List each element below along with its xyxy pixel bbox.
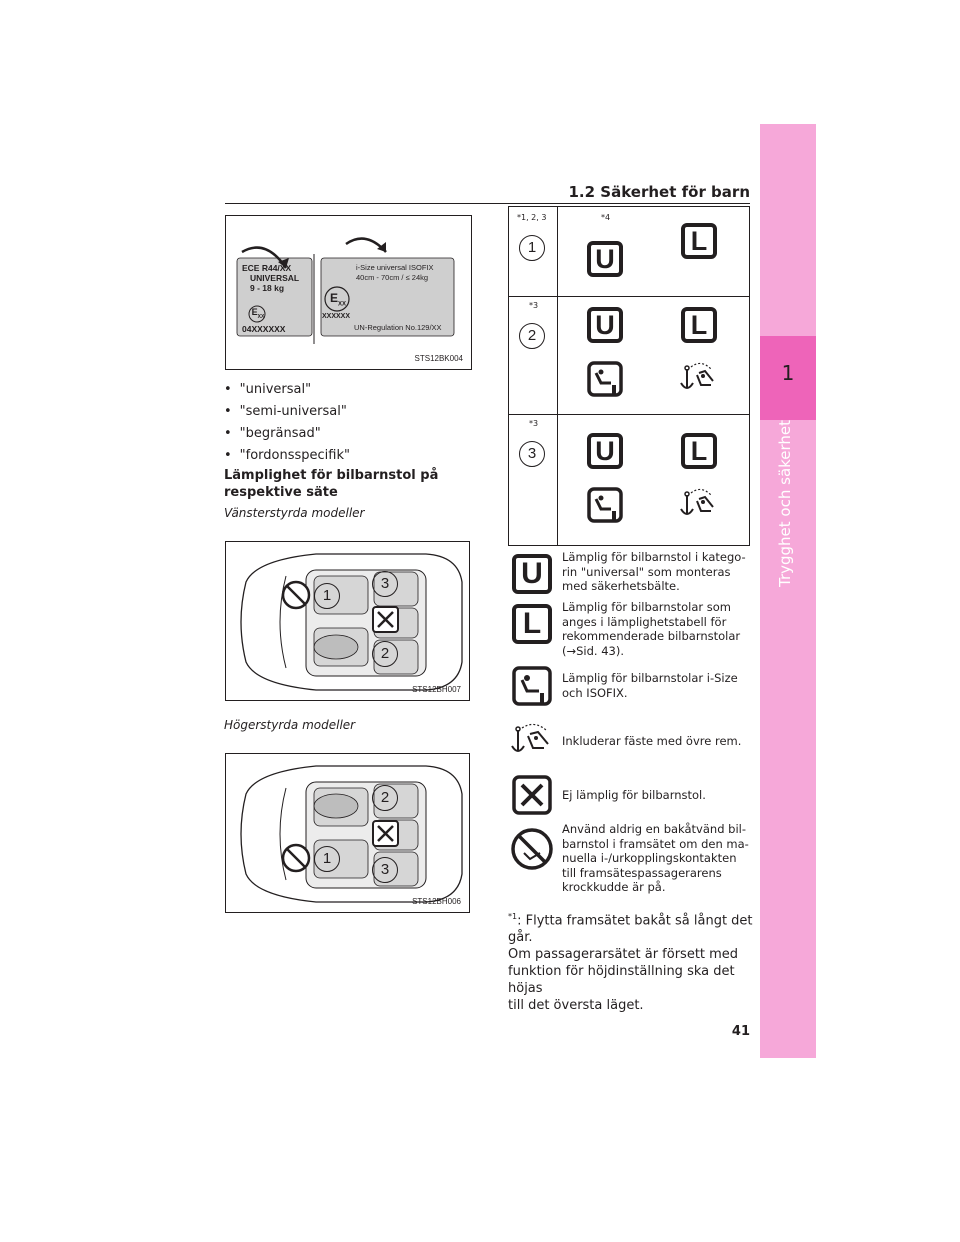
- seat-number-3: 3: [372, 857, 398, 883]
- grid-row-seat-2: [509, 297, 749, 415]
- legend-universal-text: [562, 550, 752, 594]
- seat-number-2: 2: [372, 641, 398, 667]
- legend-line: Inkluderar fäste med övre rem.: [562, 734, 742, 748]
- legend-line: barnstol i framsätet om den ma-: [562, 836, 749, 851]
- legend-line: nuella i-/urkopplingskontakten: [562, 851, 737, 865]
- left-label-line3: 9 - 18 kg: [250, 283, 285, 293]
- right-label-line2: 40cm - 70cm / ≤ 24kg: [356, 272, 429, 282]
- anchor-icon: [510, 722, 554, 760]
- footnote-marker: *1: [508, 912, 518, 921]
- legend-line: krockkudde är på.: [562, 880, 666, 894]
- legend-line: rin "universal" som monteras: [562, 564, 731, 579]
- lhd-car-drawing: [226, 542, 468, 699]
- left-e-mark-sub: XX: [257, 313, 265, 320]
- left-label-line1: ECE R44/XX: [242, 263, 292, 273]
- suitability-heading: [224, 467, 484, 501]
- bullet-item: • "universal": [224, 382, 311, 397]
- grid-row-seat-1: [509, 207, 749, 297]
- right-e-mark-sub: XX: [338, 301, 347, 308]
- chapter-title-text: Trygghet och säkerhet: [776, 420, 794, 588]
- limited-symbol: L: [681, 307, 717, 343]
- legend-x-text: [562, 788, 752, 803]
- grid-row-seat-3: [509, 415, 749, 545]
- header-divider: [225, 203, 750, 204]
- left-e-mark-letter: E: [251, 307, 258, 317]
- rhd-caption: Högerstyrda modeller: [224, 718, 356, 732]
- rhd-car-drawing: [226, 754, 468, 911]
- legend-line: Lämplig för bilbarnstolar som: [562, 600, 732, 614]
- lhd-seat-diagram: [225, 541, 470, 701]
- legend-anchor-text: [562, 734, 752, 749]
- right-approval-number: XXXXXX: [322, 313, 351, 320]
- no-rear-facing-icon: [510, 827, 554, 871]
- isize-icon: [587, 487, 623, 523]
- right-e-mark-letter: E: [329, 291, 338, 305]
- row-note: *3: [529, 419, 539, 428]
- footnote-line: : Flytta framsätet bakåt så långt det går.: [508, 913, 753, 946]
- left-e-mark: [250, 307, 266, 320]
- figure-code: STS12BH007: [412, 685, 461, 694]
- bullet-item: • "begränsad": [224, 426, 321, 441]
- legend-limited-symbol: L: [512, 604, 552, 644]
- legend-line: anges i lämplighetstabell för: [562, 614, 727, 629]
- lhd-caption: Vänsterstyrda modeller: [224, 506, 365, 520]
- right-label-text: [356, 263, 456, 282]
- page-number: 41: [731, 1024, 750, 1039]
- legend-line: till framsätespassagerarens: [562, 865, 722, 880]
- chapter-title: [774, 420, 802, 720]
- left-label-text: [242, 263, 312, 293]
- footnote: [508, 908, 758, 1014]
- figure-code: STS12BH006: [412, 897, 461, 906]
- limited-symbol: L: [681, 433, 717, 469]
- legend-line: Ej lämplig för bilbarnstol.: [562, 788, 706, 802]
- seat-number-3: 3: [372, 571, 398, 597]
- x-icon: [512, 775, 552, 815]
- chapter-number: 1: [760, 336, 816, 420]
- rhd-seat-diagram: [225, 753, 470, 913]
- left-approval-number: 04XXXXXX: [242, 324, 286, 334]
- footnote-line: funktion för höjdinställning ska det höjas: [508, 964, 735, 997]
- row-note: *1, 2, 3: [517, 213, 547, 222]
- right-e-mark: [327, 291, 349, 307]
- legend-isize-text: [562, 671, 752, 700]
- isize-icon: [512, 666, 552, 706]
- grid-seat-number: 2: [519, 323, 545, 349]
- grid-seat-number: 1: [519, 235, 545, 261]
- seat-number-2: 2: [372, 785, 398, 811]
- legend-line: Lämplig för bilbarnstol i katego-: [562, 550, 746, 564]
- legend-limited-text: [562, 600, 752, 658]
- legend-line: och ISOFIX.: [562, 685, 628, 700]
- legend-line: (→Sid. 43).: [562, 643, 625, 658]
- legend-line: Använd aldrig en bakåtvänd bil-: [562, 822, 746, 836]
- footnote-line: till det översta läget.: [508, 998, 644, 1014]
- isize-icon: [587, 361, 623, 397]
- right-label-line1: i-Size universal ISOFIX: [356, 263, 434, 272]
- legend-no-rear-facing-text: [562, 822, 752, 895]
- seat-number-1: 1: [314, 846, 340, 872]
- row-note: *4: [601, 213, 611, 222]
- bullet-item: • "semi-universal": [224, 404, 347, 419]
- seat-suitability-grid: [508, 206, 750, 546]
- left-label-line2: UNIVERSAL: [250, 273, 300, 283]
- heading-line2: respektive säte: [224, 485, 338, 500]
- row-note: *3: [529, 301, 539, 310]
- universal-symbol: U: [587, 307, 623, 343]
- figure-code: STS12BK004: [414, 354, 463, 363]
- legend-line: rekommenderade bilbarnstolar: [562, 629, 741, 643]
- legend-line: Lämplig för bilbarnstolar i-Size: [562, 671, 738, 685]
- heading-line1: Lämplighet för bilbarnstol på: [224, 468, 439, 483]
- footnote-line: Om passagerarsätet är försett med: [508, 947, 739, 963]
- bullet-item: • "fordonsspecifik": [224, 448, 350, 463]
- universal-symbol: U: [587, 241, 623, 277]
- legend-universal-symbol: U: [512, 554, 552, 594]
- legend-line: med säkerhetsbälte.: [562, 579, 680, 593]
- anchor-icon: [679, 487, 719, 523]
- limited-symbol: L: [681, 223, 717, 259]
- grid-seat-number: 3: [519, 441, 545, 467]
- seat-number-1: 1: [314, 583, 340, 609]
- anchor-icon: [679, 361, 719, 397]
- universal-symbol: U: [587, 433, 623, 469]
- section-header: 1.2 Säkerhet för barn: [568, 183, 750, 201]
- approval-label-figure: [225, 215, 472, 370]
- right-regulation: UN-Regulation No.129/XX: [354, 323, 442, 332]
